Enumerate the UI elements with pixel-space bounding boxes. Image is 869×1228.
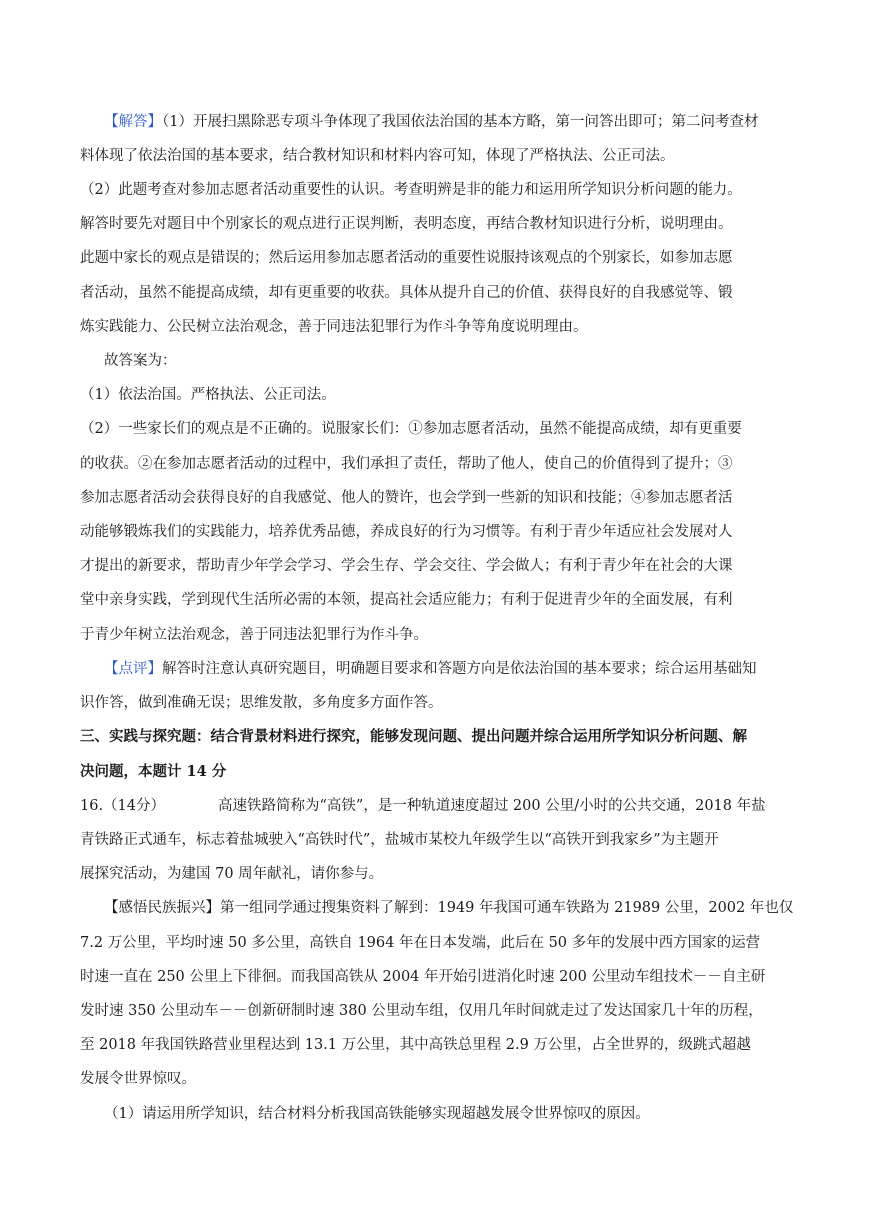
section-3-heading-line-2: 决问题，本题计 14 分 <box>80 763 227 780</box>
question-16-para2-line-4: 发时速 350 公里动车－－创新研制时速 380 公里动车组，仅用几年时间就走过了发达国家几十年的历程， <box>80 1003 763 1019</box>
comment-line-1 <box>104 659 757 679</box>
question-16-para2-line-2: 7.2 万公里，平均时速 50 多公里，高铁自 1964 年在日本发端，此后在 50 多年的发展中西方国家的运营 <box>80 935 761 951</box>
question-16-number: 16.（14分） <box>80 798 166 814</box>
answer-line-11: 的收获。②在参加志愿者活动的过程中，我们承担了责任，帮助了他人，使自己的价值得到了提升；③ <box>80 456 733 472</box>
question-16-para2-line-5: 至 2018 年我国铁路营业里程达到 13.1 万公里，其中高铁总里程 2.9 万公里，占全世界的，级跳式超越 <box>80 1037 751 1053</box>
question-16-line-3: 展探究活动，为建国 70 周年献礼，请你参与。 <box>80 866 384 882</box>
question-16-para2-line-1: 【感悟民族振兴】第一组同学通过搜集资料了解到：1949 年我国可通车铁路为 21989 公里，2002 年也仅 <box>104 900 794 916</box>
section-3-heading-line-1: 三、实践与探究题：结合背景材料进行探究，能够发现问题、提出问题并综合运用所学知识分析问题、解 <box>80 728 747 745</box>
comment-line-1-text: 解答时注意认真研究题目，明确题目要求和答题方向是依法治国的基本要求；综合运用基础知 <box>162 661 757 677</box>
question-16-line-1: 高速铁路简称为“高铁”，是一种轨道速度超过 200 公里/小时的公共交通，2018 年盐 <box>218 798 766 814</box>
answer-line-15: 堂中亲身实践，学到现代生活所必需的本领，提高社会适应能力；有利于促进青少年的全面发展，有利 <box>80 592 733 608</box>
answer-line-2: 料体现了依法治国的基本要求，结合教材知识和材料内容可知，体现了严格执法、公正司法。 <box>80 148 675 164</box>
answer-line-1-text: （1）开展扫黑除恶专项斗争体现了我国依法治国的基本方略，第一问答出即可；第二问考查材 <box>162 114 759 130</box>
answer-line-4: 解答时要先对题目中个别家长的观点进行正误判断，表明态度，再结合教材知识进行分析，说明理由。 <box>80 216 733 232</box>
question-16-para2-line-3: 时速一直在 250 公里上下徘徊。而我国高铁从 2004 年开始引进消化时速 200 公里动车组技术－－自主研 <box>80 969 766 985</box>
question-16-para2-line-6: 发展令世界惊叹。 <box>80 1071 196 1087</box>
comment-tag: 【点评】 <box>104 661 162 677</box>
answer-line-9: （1）依法治国。严格执法、公正司法。 <box>80 387 336 403</box>
answer-line-1 <box>104 112 758 132</box>
answer-tag: 【解答】 <box>104 114 162 130</box>
answer-line-12: 参加志愿者活动会获得良好的自我感觉、他人的赞许，也会学到一些新的知识和技能；④参加志愿者活 <box>80 490 733 506</box>
question-16-line-2: 青铁路正式通车，标志着盐城驶入“高铁时代”，盐城市某校九年级学生以“高铁开到我家乡”为主题开 <box>80 832 719 848</box>
answer-line-14: 才提出的新要求，帮助青少年学会学习、学会生存、学会交往、学会做人；有利于青少年在社会的大课 <box>80 558 733 574</box>
answer-line-16: 于青少年树立法治观念，善于同违法犯罪行为作斗争。 <box>80 627 428 643</box>
answer-line-5: 此题中家长的观点是错误的；然后运用参加志愿者活动的重要性说服持该观点的个别家长，如参加志愿 <box>80 250 733 266</box>
answer-line-13: 动能够锻炼我们的实践能力，培养优秀品德，养成良好的行为习惯等。有利于青少年适应社会发展对人 <box>80 524 733 540</box>
answer-line-7: 炼实践能力、公民树立法治观念，善于同违法犯罪行为作斗争等角度说明理由。 <box>80 319 588 335</box>
comment-line-2: 识作答，做到准确无误；思维发散，多角度多方面作答。 <box>80 695 443 711</box>
answer-line-3: （2）此题考查对参加志愿者活动重要性的认识。考查明辨是非的能力和运用所学知识分析问题的能力。 <box>80 182 742 198</box>
question-16-sub-1: （1）请运用所学知识，结合材料分析我国高铁能够实现超越发展令世界惊叹的原因。 <box>104 1106 650 1122</box>
answer-line-10: （2）一些家长们的观点是不正确的。说服家长们：①参加志愿者活动，虽然不能提高成绩，却有更重要 <box>80 421 742 437</box>
answer-line-8: 故答案为： <box>104 353 177 369</box>
answer-line-6: 者活动，虽然不能提高成绩，却有更重要的收获。具体从提升自己的价值、获得良好的自我感觉等、锻 <box>80 285 733 301</box>
